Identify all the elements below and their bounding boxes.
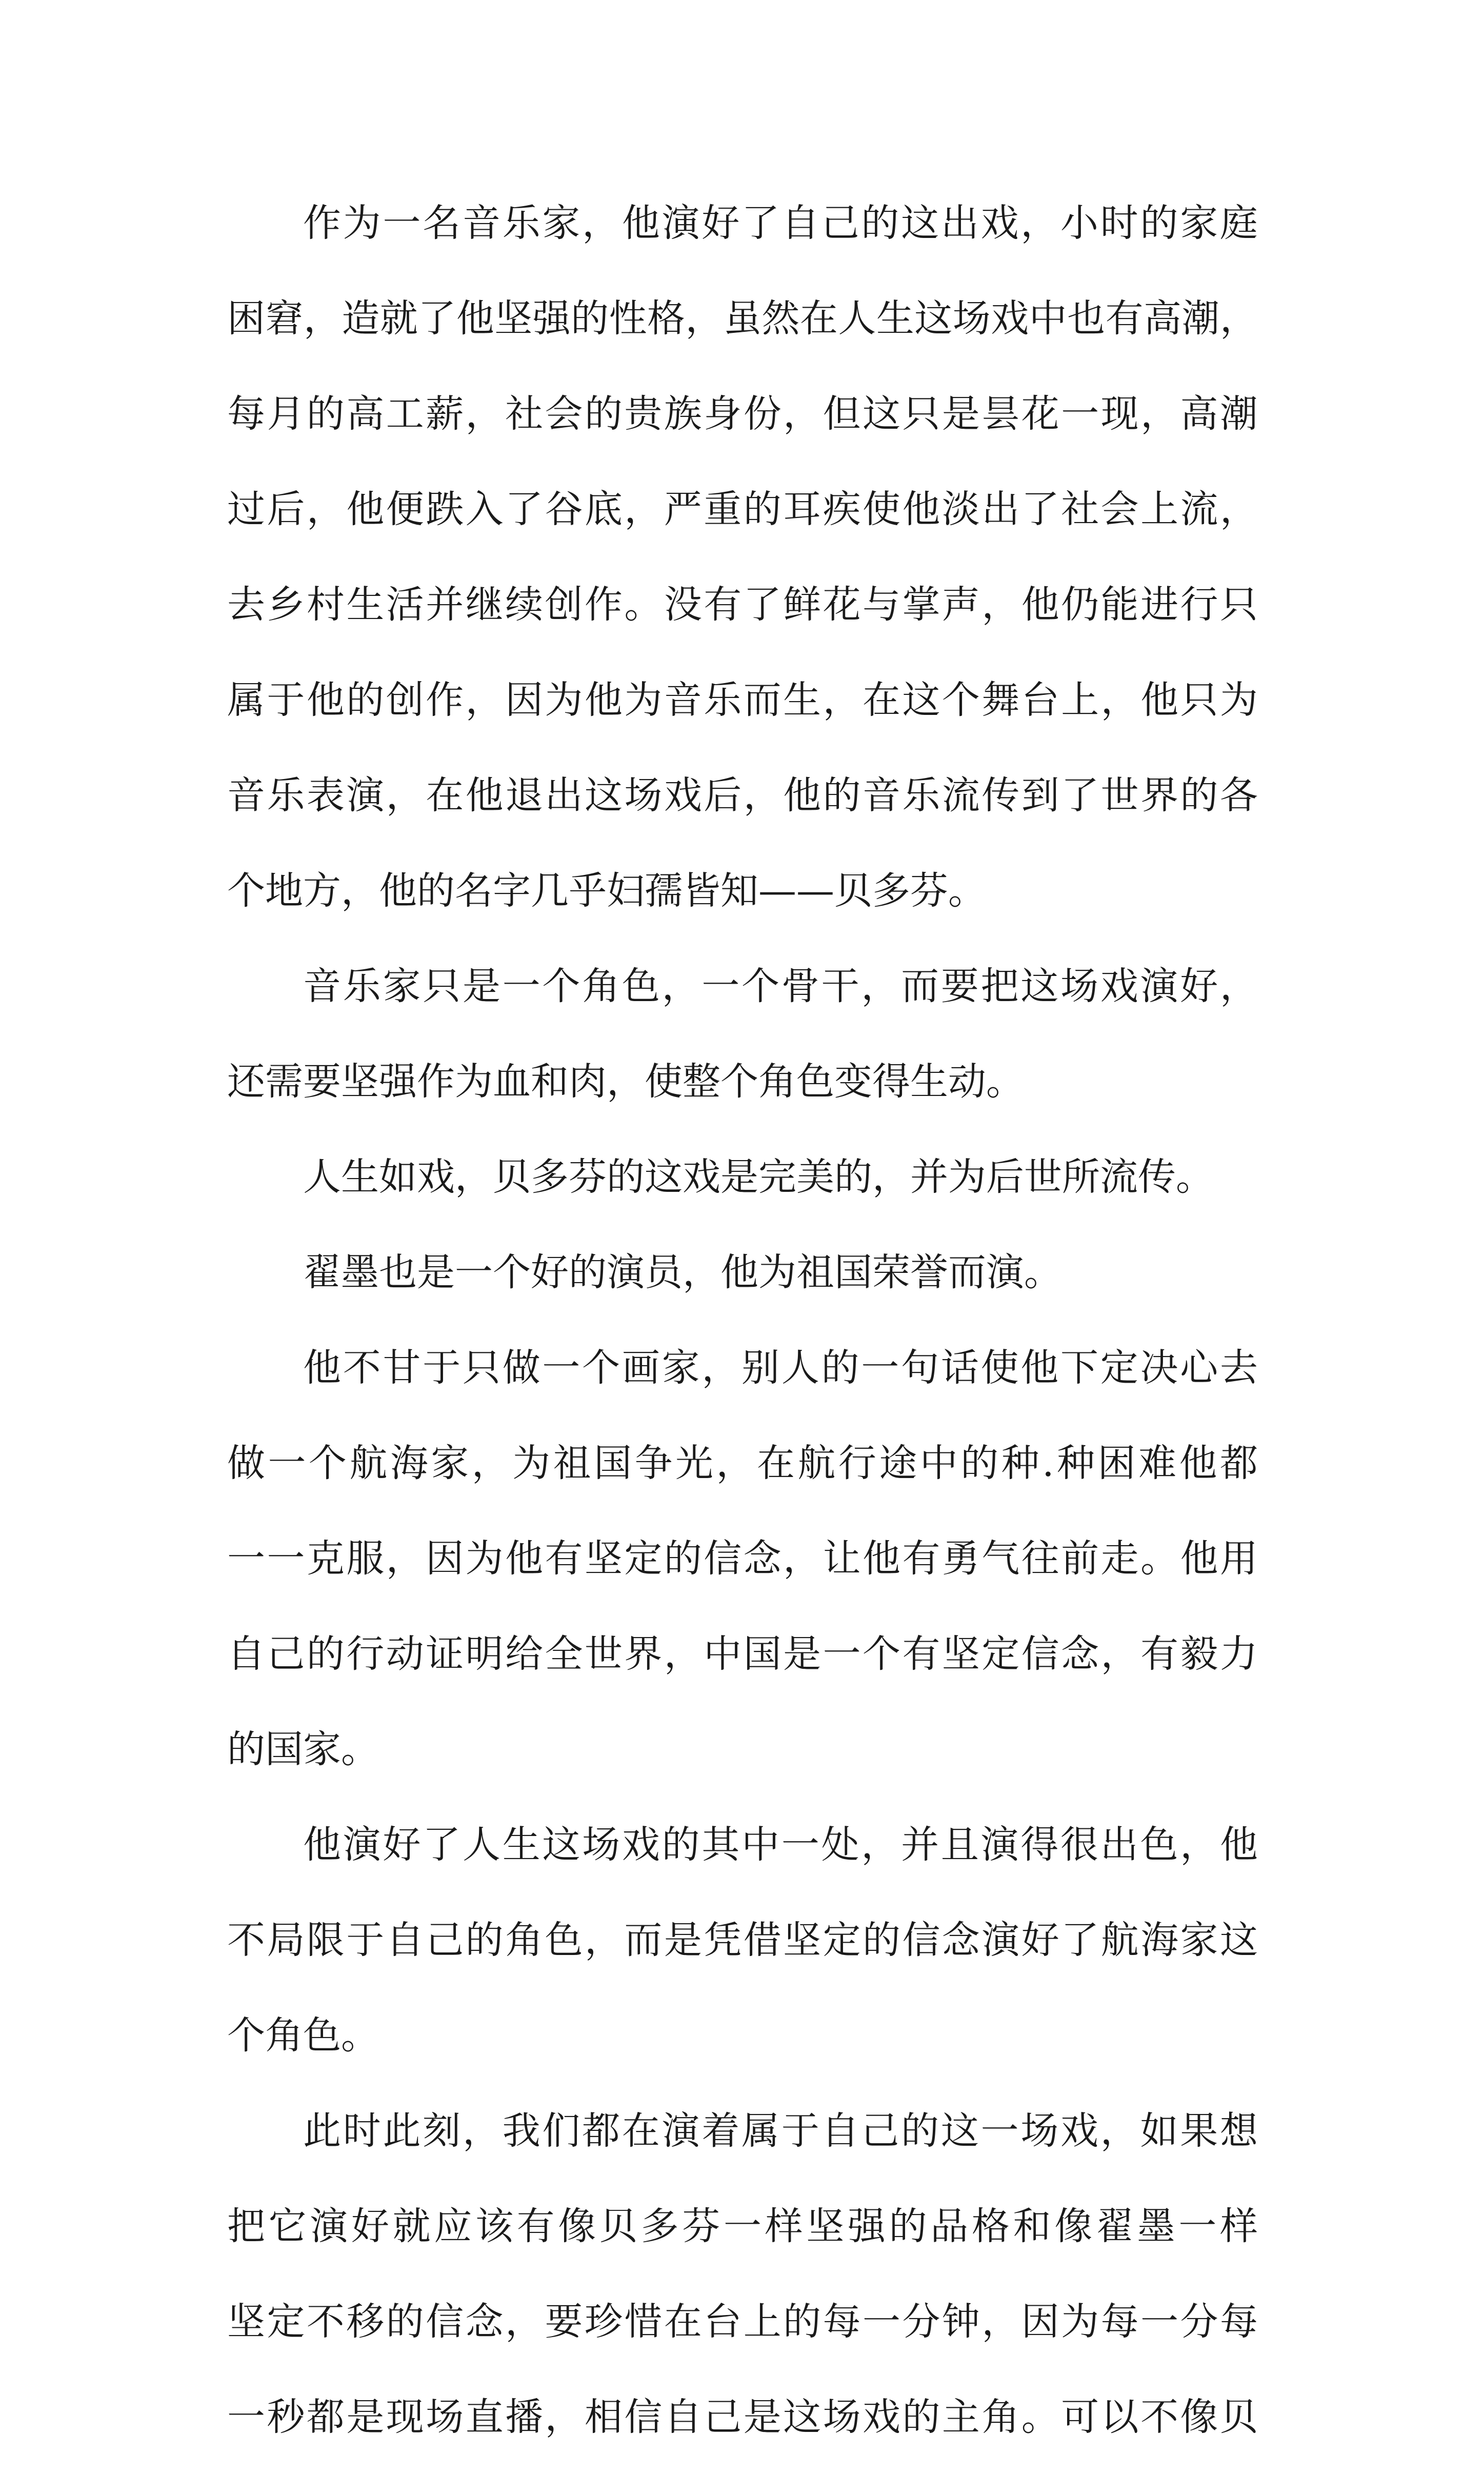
text-line: 此时此刻，我们都在演着属于自己的这一场戏，如果想 bbox=[303, 2109, 1258, 2153]
text-line: 还需要坚强作为血和肉，使整个角色变得生动。 bbox=[227, 1060, 1024, 1104]
text-line: 作为一名音乐家，他演好了自己的这出戏，小时的家庭 bbox=[303, 201, 1258, 245]
text-line: 不局限于自己的角色，而是凭借坚定的信念演好了航海家这 bbox=[227, 1918, 1258, 1962]
text-line: 困窘，造就了他坚强的性格，虽然在人生这场戏中也有高潮， bbox=[227, 296, 1258, 341]
text-line: 过后，他便跌入了谷底，严重的耳疾使他淡出了社会上流， bbox=[227, 487, 1258, 531]
text-line: 一一克服，因为他有坚定的信念，让他有勇气往前走。他用 bbox=[227, 1537, 1258, 1581]
text-line: 属于他的创作，因为他为音乐而生，在这个舞台上，他只为 bbox=[227, 678, 1258, 722]
text-line: 的国家。 bbox=[227, 1727, 379, 1771]
text-line: 一秒都是现场直播，相信自己是这场戏的主角。可以不像贝 bbox=[227, 2395, 1258, 2439]
text-line: 做一个航海家，为祖国争光，在航行途中的种.种困难他都 bbox=[227, 1441, 1258, 1485]
text-line: 人生如戏，贝多芬的这戏是完美的，并为后世所流传。 bbox=[303, 1155, 1214, 1199]
document-body bbox=[227, 185, 1258, 2474]
text-line: 个地方，他的名字几乎妇孺皆知——贝多芬。 bbox=[227, 869, 986, 913]
text-line: 他演好了人生这场戏的其中一处，并且演得很出色，他 bbox=[303, 1823, 1258, 1867]
text-line: 每月的高工薪，社会的贵族身份，但这只是昙花一现，高潮 bbox=[227, 392, 1258, 436]
text-line: 音乐家只是一个角色，一个骨干，而要把这场戏演好， bbox=[303, 964, 1258, 1008]
text-line: 音乐表演，在他退出这场戏后，他的音乐流传到了世界的各 bbox=[227, 773, 1258, 817]
text-line: 坚定不移的信念，要珍惜在台上的每一分钟，因为每一分每 bbox=[227, 2300, 1258, 2344]
text-line: 翟墨也是一个好的演员，他为祖国荣誉而演。 bbox=[303, 1250, 1062, 1294]
text-line: 把它演好就应该有像贝多芬一样坚强的品格和像翟墨一样 bbox=[227, 2204, 1258, 2248]
text-line: 自己的行动证明给全世界，中国是一个有坚定信念，有毅力 bbox=[227, 1632, 1258, 1676]
text-line: 去乡村生活并继续创作。没有了鲜花与掌声，他仍能进行只 bbox=[227, 583, 1258, 627]
text-line: 他不甘于只做一个画家，别人的一句话使他下定决心去 bbox=[303, 1346, 1258, 1390]
text-line: 个角色。 bbox=[227, 2013, 379, 2058]
